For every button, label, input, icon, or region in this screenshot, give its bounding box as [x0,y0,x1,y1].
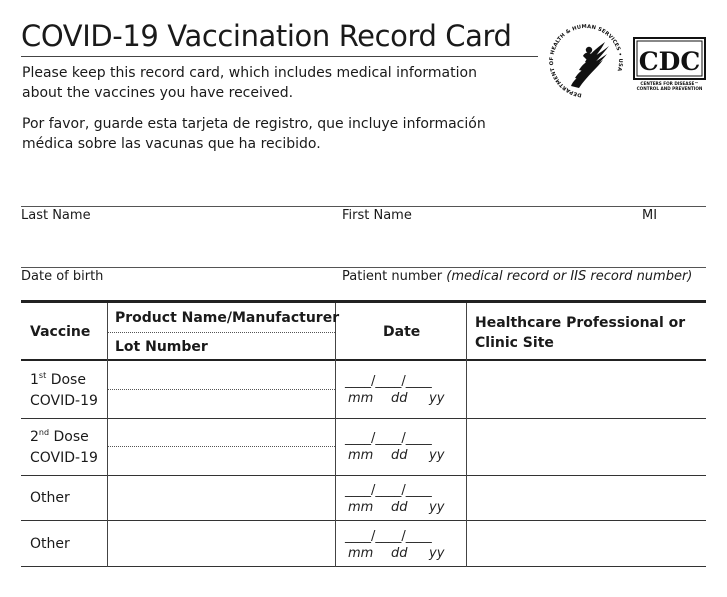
row-2-dotted-divider [108,446,335,447]
row-2-dose-word: Dose [53,429,89,445]
row-1-dose-number: 1 [30,372,39,388]
row-3-mm: mm [348,500,374,515]
row-1-dose-suffix: st [38,371,47,380]
middle-initial-label: MI [642,208,658,223]
row-3-vaccine-label: Other [30,490,70,506]
row-3-date-blanks: ____/____/____ [345,483,432,498]
row-3-yy: yy [429,500,445,515]
site-header-line-1: Healthcare Professional or [475,315,686,331]
cdc-mark: CDC [638,47,701,76]
row-2-vaccine-label [30,427,98,469]
intro-spanish-line-2: médica sobre las vacunas que ha recibido. [22,136,321,152]
row-2-yy: yy [429,448,445,463]
dob-label: Date of birth [21,269,104,284]
page-title: COVID-19 Vaccination Record Card [21,19,512,53]
patient-number-note: (medical record or IIS record number) [446,269,693,284]
cdc-caption-line-1: CENTERS FOR DISEASE™ [640,81,699,86]
vaccine-column-header: Vaccine [30,324,91,340]
row-divider-1 [21,418,706,419]
row-divider-2 [21,475,706,476]
row-1-dose-line [30,370,98,391]
row-1-yy: yy [429,391,445,406]
table-header-bottom-border [21,359,706,361]
row-divider-3 [21,520,706,521]
column-divider-3 [466,303,467,567]
intro-spanish-line-1: Por favor, guarde esta tarjeta de registro, que incluye información [22,116,486,132]
site-header-line-2: Clinic Site [475,335,554,351]
row-3-dd: dd [391,500,408,515]
row-4-dd: dd [391,546,408,561]
row-4-mm: mm [348,546,374,561]
row-2-vaccine-name: COVID-19 [30,450,98,466]
hhs-seal-logo [545,20,627,102]
intro-english-line-2: about the vaccines you have received. [22,85,294,101]
row-1-mm: mm [348,391,374,406]
date-column-header: Date [383,324,421,340]
row-1-dose-word: Dose [50,372,86,388]
patient-number-text: Patient number [342,269,443,284]
name-field-line [21,206,706,207]
row-2-mm: mm [348,448,374,463]
intro-english-line-1: Please keep this record card, which includes medical information [22,65,477,81]
column-divider-2 [335,303,336,567]
cdc-logo [633,37,706,91]
lot-number-column-header: Lot Number [115,339,208,355]
last-name-label: Last Name [21,208,91,223]
header-dotted-divider [108,332,335,333]
table-bottom-border [21,566,706,567]
row-2-dose-line [30,427,98,448]
row-1-dotted-divider [108,389,335,390]
intro-spanish [22,114,486,154]
table-top-border [21,300,706,303]
row-1-vaccine-name: COVID-19 [30,393,98,409]
site-column-header [475,313,685,353]
dob-field-line [21,267,706,268]
title-underline [21,56,538,57]
row-4-yy: yy [429,546,445,561]
row-2-dd: dd [391,448,408,463]
patient-number-label [342,269,692,285]
row-2-dose-number: 2 [30,429,39,445]
row-1-date-blanks: ____/____/____ [345,374,432,389]
row-1-dd: dd [391,391,408,406]
row-1-vaccine-label [30,370,98,412]
row-2-date-blanks: ____/____/____ [345,431,432,446]
product-column-header: Product Name/Manufacturer [115,310,340,326]
cdc-caption-line-2: CONTROL AND PREVENTION [636,86,703,91]
hhs-ring-text: DEPARTMENT OF HEALTH & HUMAN SERVICES • USA [548,23,624,98]
intro-english [22,63,477,103]
row-2-dose-suffix: nd [38,428,50,437]
first-name-label: First Name [342,208,412,223]
row-4-date-blanks: ____/____/____ [345,529,432,544]
row-4-vaccine-label: Other [30,536,70,552]
column-divider-1 [107,303,108,567]
